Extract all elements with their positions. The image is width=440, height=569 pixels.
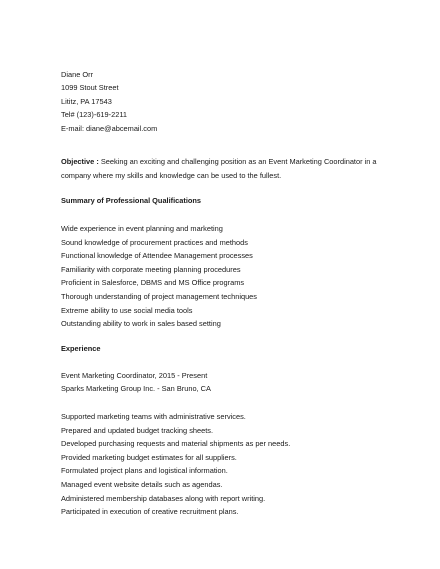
list-item: Outstanding ability to work in sales based setting bbox=[61, 319, 221, 329]
list-item: Proficient in Salesforce, DBMS and MS Office programs bbox=[61, 278, 245, 288]
list-item: Thorough understanding of project management techniques bbox=[61, 291, 257, 301]
objective-label: Objective : bbox=[61, 157, 99, 166]
contact-street: 1099 Stout Street bbox=[61, 83, 119, 93]
duties-list bbox=[61, 410, 290, 519]
list-item: Supported marketing teams with administrative services. bbox=[61, 412, 246, 421]
list-item: Formulated project plans and logistical information. bbox=[61, 466, 228, 476]
objective-text: Seeking an exciting and challenging position as an Event Marketing Coordinator in a company where my skills and knowledge can be used to the fullest. bbox=[61, 157, 377, 180]
list-item: Participated in execution of creative recruitment plans. bbox=[61, 507, 239, 517]
list-item: Sound knowledge of procurement practices and methods bbox=[61, 237, 248, 247]
list-item: Prepared and updated budget tracking sheets. bbox=[61, 425, 214, 435]
list-item: Developed purchasing requests and material shipments as per needs. bbox=[61, 439, 291, 449]
qualifications-list bbox=[61, 222, 257, 331]
list-item: Wide experience in event planning and marketing bbox=[61, 224, 223, 233]
job-company: Sparks Marketing Group Inc. - San Bruno, CA bbox=[61, 384, 211, 393]
qualifications-heading: Summary of Professional Qualifications bbox=[61, 196, 202, 205]
objective-section bbox=[61, 155, 381, 183]
contact-email: E-mail: diane@abcemail.com bbox=[61, 123, 158, 133]
contact-block bbox=[61, 68, 157, 135]
list-item: Provided marketing budget estimates for all suppliers. bbox=[61, 452, 237, 462]
experience-heading: Experience bbox=[61, 344, 101, 353]
contact-name: Diane Orr bbox=[61, 70, 94, 79]
contact-city: Lititz, PA 17543 bbox=[61, 96, 112, 106]
list-item: Functional knowledge of Attendee Management processes bbox=[61, 251, 253, 261]
job-position: Event Marketing Coordinator, 2015 - Present bbox=[61, 371, 208, 380]
contact-phone: Tel# (123)-619-2211 bbox=[61, 110, 128, 120]
list-item: Administered membership databases along with report writing. bbox=[61, 493, 266, 503]
list-item: Familiarity with corporate meeting planning procedures bbox=[61, 264, 241, 274]
list-item: Managed event website details such as agendas. bbox=[61, 479, 223, 489]
list-item: Extreme ability to use social media tools bbox=[61, 305, 193, 315]
